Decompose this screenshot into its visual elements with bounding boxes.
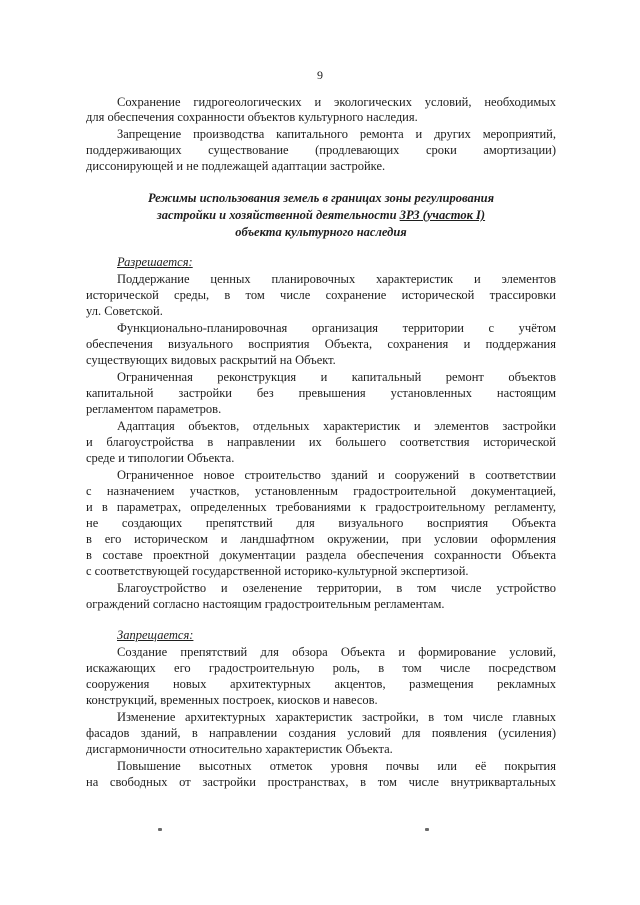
text-line: дисгармоничности относительно характеристик Объекта.: [86, 742, 393, 756]
text-line: поддерживающих существование (продлевающих сроки амортизации): [86, 143, 556, 157]
text-line: фасадов зданий, в направлении создания условий для появления (усиления): [86, 726, 556, 740]
text-line: капитальной застройки без превышения установленных настоящим: [86, 386, 556, 400]
heading-text: застройки и хозяйственной деятельности: [156, 208, 400, 222]
text-line: исторической среды, в том числе сохранение исторической трассировки: [86, 288, 556, 302]
scan-mark: [425, 828, 429, 831]
section-heading: [86, 208, 556, 223]
text-line: с назначением участков, установленным градостроительной документацией,: [86, 484, 556, 498]
text-line: регламентом параметров.: [86, 402, 222, 416]
text-line: существующих видовых раскрытий на Объект.: [86, 353, 336, 367]
allowed-label: Разрешается:: [117, 255, 193, 269]
text-line: Создание препятствий для обзора Объекта и формирование условий,: [117, 645, 556, 659]
text-line: сооружения новых архитектурных акцентов, размещения рекламных: [86, 677, 556, 691]
zone-code: ЗРЗ (участок I): [399, 208, 486, 222]
page-number: 9: [317, 68, 323, 82]
text-line: Сохранение гидрогеологических и экологических условий, необходимых: [117, 95, 556, 109]
forbidden-label: Запрещается:: [117, 628, 194, 642]
scan-mark: [158, 828, 162, 831]
text-line: Ограниченное новое строительство зданий и сооружений в соответствии: [117, 468, 556, 482]
text-line: Ограниченная реконструкция и капитальный ремонт объектов: [117, 370, 556, 384]
text-line: обеспечения визуального восприятия Объекта, сохранения и поддержания: [86, 337, 556, 351]
text-line: для обеспечения сохранности объектов культурного наследия.: [86, 110, 418, 124]
text-line: с соответствующей государственной историко-культурной экспертизой.: [86, 564, 469, 578]
text-line: Адаптация объектов, отдельных характеристик и элементов застройки: [117, 419, 556, 433]
text-line: в составе проектной документации раздела обеспечения сохранности Объекта: [86, 548, 556, 562]
text-line: ограждений согласно настоящим градостроительным регламентам.: [86, 597, 445, 611]
text-line: и в параметрах, определенных требованиями к градостроительному регламенту,: [86, 500, 556, 514]
text-line: не создающих препятствий для визуального восприятия Объекта: [86, 516, 556, 530]
text-line: Изменение архитектурных характеристик застройки, в том числе главных: [117, 710, 556, 724]
text-line: конструкций, временных построек, киосков и навесов.: [86, 693, 378, 707]
text-line: Запрещение производства капитального ремонта и других мероприятий,: [117, 127, 556, 141]
text-line: Благоустройство и озеленение территории, в том числе устройство: [117, 581, 556, 595]
text-line: диссонирующей и не подлежащей адаптации застройке.: [86, 159, 386, 173]
text-line: искажающих его градостроительную роль, в том числе посредством: [86, 661, 556, 675]
text-line: на свободных от застройки пространствах, в том числе внутриквартальных: [86, 775, 556, 789]
text-line: Функционально-планировочная организация территории с учётом: [117, 321, 556, 335]
section-heading: Режимы использования земель в границах зоны регулирования: [147, 191, 495, 205]
text-line: Поддержание ценных планировочных характеристик и элементов: [117, 272, 556, 286]
text-line: среде и типологии Объекта.: [86, 451, 235, 465]
text-line: Повышение высотных отметок уровня почвы или её покрытия: [117, 759, 556, 773]
text-line: и благоустройства в направлении их большего соответствия исторической: [86, 435, 556, 449]
text-line: в его историческом и ландшафтном окружении, при условии оформления: [86, 532, 556, 546]
section-heading: объекта культурного наследия: [235, 225, 407, 239]
text-line: ул. Советской.: [86, 304, 163, 318]
